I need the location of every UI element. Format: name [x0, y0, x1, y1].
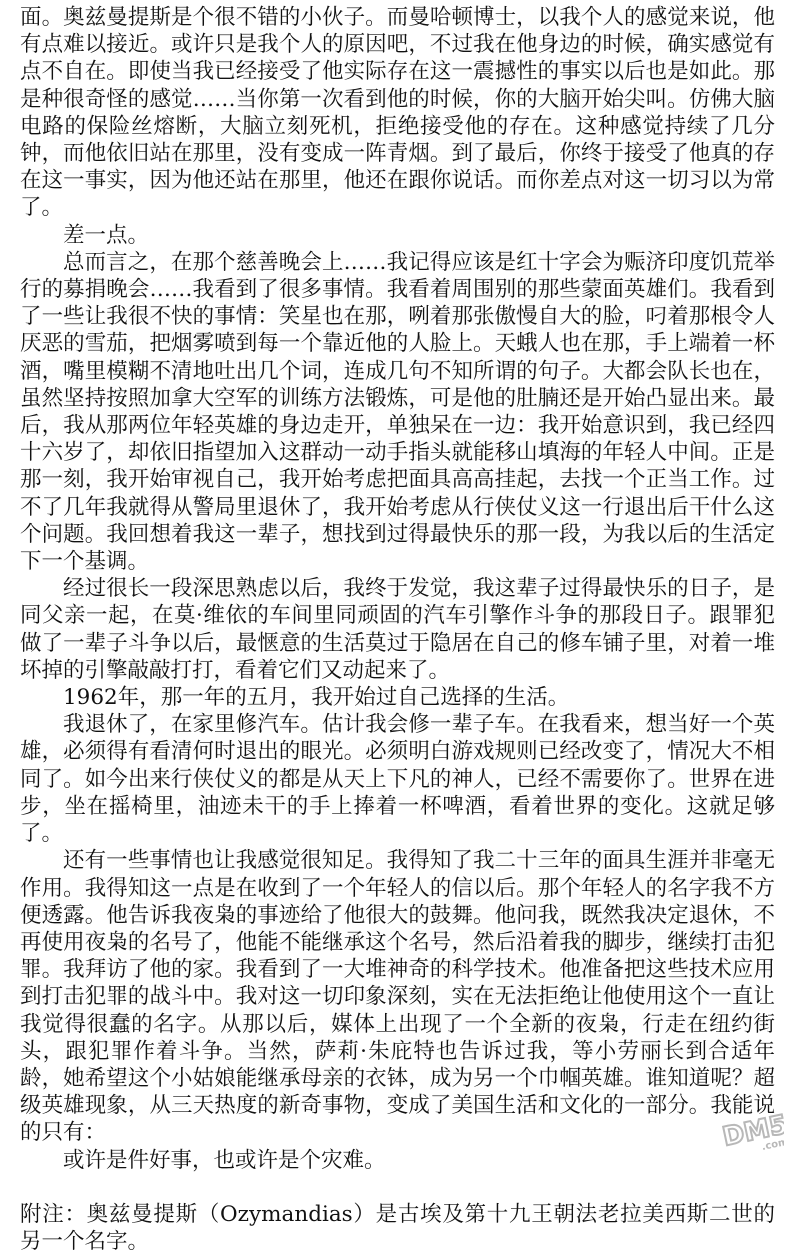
- dm5-watermark-logo: [718, 1100, 784, 1160]
- paragraph-3: 总而言之，在那个慈善晚会上……我记得应该是红十字会为赈济印度饥荒举行的募捐晚会……我看到了很多事情。我看着周围别的那些蒙面英雄们。我看到了一些让我很不快的事情：笑星也在那，咧着那张傲慢自大的脸，叼着那根令人厌恶的雪茄，把烟雾喷到每一个靠近他的人脸上。天蛾人也在那，手上端着一杯酒，嘴里模糊不清地吐出几个词，连成几句不知所谓的句子。大都会队长也在，虽然坚持按照加拿大空军的训练方法锻炼，可是他的肚腩还是开始凸显出来。最后，我从那两位年轻英雄的身边走开，单独呆在一边：我开始意识到，我已经四十六岁了，却依旧指望加入这群动一动手指头就能移山填海的年轻人中间。正是那一刻，我开始审视自己，我开始考虑把面具高高挂起，去找一个正当工作。过不了几年我就得从警局里退休了，我开始考虑从行侠仗义这一行退出后干什么这个问题。我回想着我这一辈子，想找到过得最快乐的那一段，为我以后的生活定下一个基调。: [20, 249, 775, 575]
- paragraph-5: 1962年，那一年的五月，我开始过自己选择的生活。: [63, 685, 570, 711]
- svg-text:.com: .com: [760, 1136, 784, 1153]
- paragraph-7: 还有一些事情也让我感觉很知足。我得知了我二十三年的面具生涯并非毫无作用。我得知这一点是在收到了一个年轻人的信以后。那个年轻人的名字我不方便透露。他告诉我夜枭的事迹给了他很大的鼓舞。他问我，既然我决定退休，不再使用夜枭的名号了，他能不能继承这个名号，然后沿着我的脚步，继续打击犯罪。我拜访了他的家。我看到了一大堆神奇的科学技术。他准备把这些技术应用到打击犯罪的战斗中。我对这一切印象深刻，实在无法拒绝让他使用这个一直让我觉得很蠢的名字。从那以后，媒体上出现了一个全新的夜枭，行走在纽约街头，跟犯罪作着斗争。当然，萨莉·朱庇特也告诉过我，等小劳丽长到合适年龄，她希望这个小姑娘能继承母亲的衣钵，成为另一个巾帼英雄。谁知道呢？超级英雄现象，从三天热度的新奇事物，变成了美国生活和文化的一部分。我能说的只有：: [20, 848, 775, 1146]
- paragraph-4: 经过很长一段深思熟虑以后，我终于发觉，我这辈子过得最快乐的日子，是同父亲一起，在莫·维依的车间里同顽固的汽车引擎作斗争的那段日子。跟罪犯做了一辈子斗争以后，最惬意的生活莫过于隐居在自己的修车铺子里，对着一堆坏掉的引擎敲敲打打，看着它们又动起来了。: [20, 576, 775, 683]
- document-page: [20, 4, 775, 1255]
- paragraph-6: 我退休了，在家里修汽车。估计我会修一辈子车。在我看来，想当好一个英雄，必须得有看清何时退出的眼光。必须明白游戏规则已经改变了，情况大不相同了。如今出来行侠仗义的都是从天上下凡的神人，已经不需要你了。世界在进步，坐在摇椅里，油迹未干的手上捧着一杯啤酒，看着世界的变化。这就足够了。: [20, 712, 775, 847]
- footnote: 附注：奥兹曼提斯（Ozymandias）是古埃及第十九王朝法老拉美西斯二世的另一个名字。: [20, 1201, 775, 1254]
- paragraph-1: 面。奥兹曼提斯是个很不错的小伙子。而曼哈顿博士，以我个人的感觉来说，他有点难以接近。或许只是我个人的原因吧，不过我在他身边的时候，确实感觉有点不自在。即使当我已经接受了他实际存在这一震撼性的事实以后也是如此。那是种很奇怪的感觉……当你第一次看到他的时候，你的大脑开始尖叫。仿佛大脑电路的保险丝熔断，大脑立刻死机，拒绝接受他的存在。这种感觉持续了几分钟，而他依旧站在那里，没有变成一阵青烟。到了最后，你终于接受了他真的存在这一事实，因为他还站在那里，他还在跟你说话。而你差点对这一切习以为常了。: [20, 5, 775, 221]
- svg-text:DM5: DM5: [719, 1109, 784, 1153]
- paragraph-8: 或许是件好事，也或许是个灾难。: [63, 1147, 386, 1173]
- paragraph-2: 差一点。: [63, 222, 150, 248]
- section-gap: [20, 1174, 775, 1201]
